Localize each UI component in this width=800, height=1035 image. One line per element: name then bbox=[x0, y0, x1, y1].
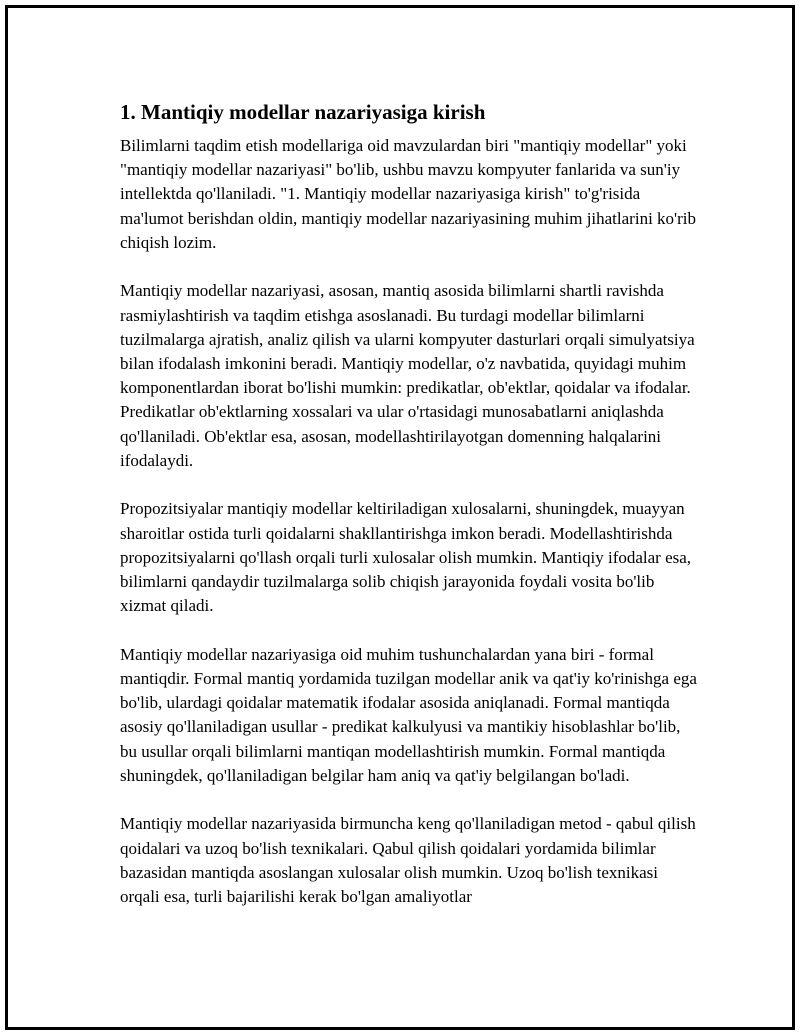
paragraph-4: Mantiqiy modellar nazariyasiga oid muhim tushunchalardan yana biri - formal mantiqdir. Formal mantiq yordamida tuzilgan modellar anik va qat'iy ko'rinishga ega bo'lib, ulardagi qoidalar matematik ifodalar asosida aniqlanadi. Formal mantiqda asosiy qo'llaniladigan usullar - predikat kalkulyusi va mantikiy hisoblashlar bo'lib, bu usullar orqali bilimlarni mantiqan modellashtirish mumkin. Formal mantiqda shuningdek, qo'llaniladigan belgilar ham aniq va qat'iy belgilangan bo'ladi. bbox=[120, 644, 697, 785]
paragraph-2: Mantiqiy modellar nazariyasi, asosan, mantiq asosida bilimlarni shartli ravishda rasmiylashtirish va taqdim etishga asoslanadi. Bu turdagi modellar bilimlarni tuzilmalarga ajratish, analiz qilish va ularni kompyuter dasturlari orqali simulyatsiya bilan ifodalash imkonini beradi. Mantiqiy modellar, o'z navbatida, quyidagi muhim komponentlardan iborat bo'lishi mumkin: predikatlar, ob'ektlar, qoidalar va ifodalar. Predikatlar ob'ektlarning xossalari va ular o'rtasidagi munosabatlarni aniqlashda qo'llaniladi. Ob'ektlar esa, asosan, modellashtirilayotgan domenning halqalarini ifodalaydi. bbox=[120, 281, 695, 470]
paragraph-1: Bilimlarni taqdim etish modellariga oid mavzulardan biri "mantiqiy modellar" yoki "mantiqiy modellar nazariyasi" bo'lib, ushbu mavzu kompyuter fanlarida va sun'iy intellektda qo'llaniladi. "1. Mantiqiy modellar nazariyasiga kirish" to'g'risida ma'lumot berishdan oldin, mantiqiy modellar nazariyasining muhim jihatlarini ko'rib chiqish lozim. bbox=[120, 136, 696, 252]
section-heading: 1. Mantiqiy modellar nazariyasiga kirish bbox=[120, 100, 486, 124]
document-body bbox=[120, 98, 700, 934]
paragraph-5: Mantiqiy modellar nazariyasida birmuncha keng qo'llaniladigan metod - qabul qilish qoidalari va uzoq bo'lish texnikalari. Qabul qilish qoidalari yordamida bilimlar bazasidan mantiqda asoslangan xulosalar olish mumkin. Uzoq bo'lish texnikasi orqali esa, turli bajarilishi kerak bo'lgan amaliyotlar bbox=[120, 814, 696, 907]
paragraph-3: Propozitsiyalar mantiqiy modellar keltiriladigan xulosalarni, shuningdek, muayyan sharoitlar ostida turli qoidalarni shakllantirishga imkon beradi. Modellashtirishda propozitsiyalarni qo'llash orqali turli xulosalar olish mumkin. Mantiqiy ifodalar esa, bilimlarni qandaydir tuzilmalarga solib chiqish jarayonida foydali vosita bo'lib xizmat qiladi. bbox=[120, 499, 692, 616]
page-frame bbox=[5, 5, 795, 1030]
